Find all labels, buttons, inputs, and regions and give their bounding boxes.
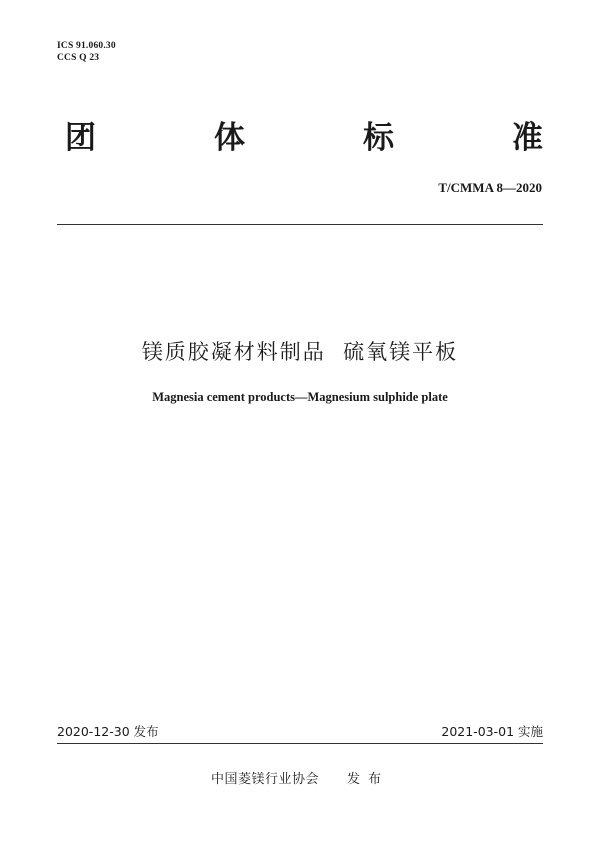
standard-type-char: 团	[65, 120, 96, 156]
issue-date: 2020-12-30 发布	[57, 724, 159, 739]
standard-type-char: 标	[363, 120, 394, 156]
standard-type-char: 体	[214, 120, 245, 156]
standard-number: T/CMMA 8—2020	[438, 180, 542, 195]
ics-code: ICS 91.060.30	[57, 41, 116, 51]
publisher-line	[0, 771, 600, 789]
standard-type-char: 准	[512, 120, 543, 156]
publisher-action: 发布	[347, 772, 390, 787]
ccs-code: CCS Q 23	[57, 53, 100, 63]
publisher-organization: 中国菱镁行业协会	[210, 772, 319, 787]
top-divider	[57, 224, 543, 225]
classification-codes	[57, 40, 116, 64]
standard-type-heading	[65, 118, 543, 158]
title-english: Magnesia cement products—Magnesium sulphide plate	[152, 390, 448, 404]
implementation-date: 2021-03-01 实施	[441, 724, 543, 739]
bottom-divider	[57, 743, 543, 744]
title-chinese: 镁质胶凝材料制品 硫氧镁平板	[141, 340, 459, 364]
